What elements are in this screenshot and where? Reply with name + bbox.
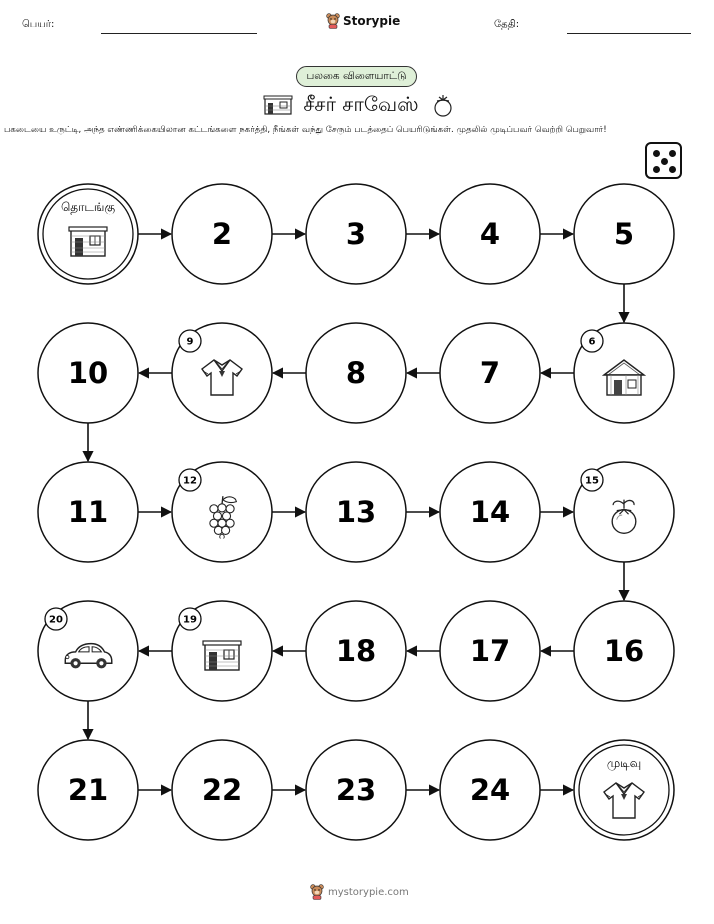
bear-icon (310, 884, 324, 900)
square-number: 16 (603, 634, 645, 668)
square-number-badge: 6 (588, 336, 596, 348)
finish-label: முடிவு (606, 756, 642, 770)
square-number-badge: 20 (49, 614, 63, 626)
square-number: 10 (67, 356, 109, 390)
board-square-10[interactable] (38, 323, 138, 423)
board-square-9[interactable] (172, 323, 272, 423)
square-number-badge: 12 (183, 475, 197, 487)
square-number: 5 (613, 217, 635, 251)
board-square-15[interactable] (574, 462, 674, 562)
square-number: 4 (479, 217, 501, 251)
square-number: 11 (67, 495, 109, 529)
square-number: 22 (201, 773, 243, 807)
square-number: 7 (479, 356, 501, 390)
board-square-23[interactable] (306, 740, 406, 840)
board-square-5[interactable] (574, 184, 674, 284)
board-square-6[interactable] (574, 323, 674, 423)
board-square-18[interactable] (306, 601, 406, 701)
name-label: பெயர்: (22, 19, 55, 30)
board-square-2[interactable] (172, 184, 272, 284)
page-title: சீசர் சாவேஸ் (303, 91, 419, 116)
footer (310, 884, 409, 900)
board-square-24[interactable] (440, 740, 540, 840)
house-icon (203, 641, 241, 670)
footer-url: mystorypie.com (328, 886, 409, 898)
board-square-21[interactable] (38, 740, 138, 840)
board-square-17[interactable] (440, 601, 540, 701)
board-square-3[interactable] (306, 184, 406, 284)
board-square-13[interactable] (306, 462, 406, 562)
house-icon (69, 227, 107, 256)
board-square-19[interactable] (172, 601, 272, 701)
finish-square[interactable] (574, 740, 674, 840)
board-square-20[interactable] (38, 601, 138, 701)
square-number: 21 (67, 773, 109, 807)
board-square-16[interactable] (574, 601, 674, 701)
square-number: 18 (335, 634, 377, 668)
board-square-22[interactable] (172, 740, 272, 840)
date-label: தேதி: (494, 19, 520, 30)
board-square-11[interactable] (38, 462, 138, 562)
brand-name: Storypie (343, 14, 401, 28)
board-square-4[interactable] (440, 184, 540, 284)
square-number-badge: 15 (585, 475, 599, 487)
square-number-badge: 19 (183, 614, 197, 626)
board-square-12[interactable] (172, 462, 272, 562)
square-number: 3 (345, 217, 367, 251)
square-number: 8 (345, 356, 367, 390)
square-number: 2 (211, 217, 233, 251)
board-square-8[interactable] (306, 323, 406, 423)
square-number: 17 (469, 634, 511, 668)
start-label: தொடங்கு (60, 200, 116, 214)
square-number: 24 (469, 773, 511, 807)
square-number-badge: 9 (186, 336, 194, 348)
start-square[interactable] (38, 184, 138, 284)
square-number: 13 (335, 495, 377, 529)
instructions: பகடையை உருட்டி, அந்த எண்ணிக்கையிலான கட்டங்களை நகர்த்தி, நீங்கள் வந்து சேரும் படத்தைப் பெயரிடுங்கள். முதலில் முடிப்பவர் வெற்றி பெறுவார்! (4, 125, 607, 135)
board-square-7[interactable] (440, 323, 540, 423)
board-square-14[interactable] (440, 462, 540, 562)
square-number: 23 (335, 773, 377, 807)
square-number: 14 (469, 495, 511, 529)
activity-badge: பலகை விளையாட்டு (296, 66, 417, 87)
